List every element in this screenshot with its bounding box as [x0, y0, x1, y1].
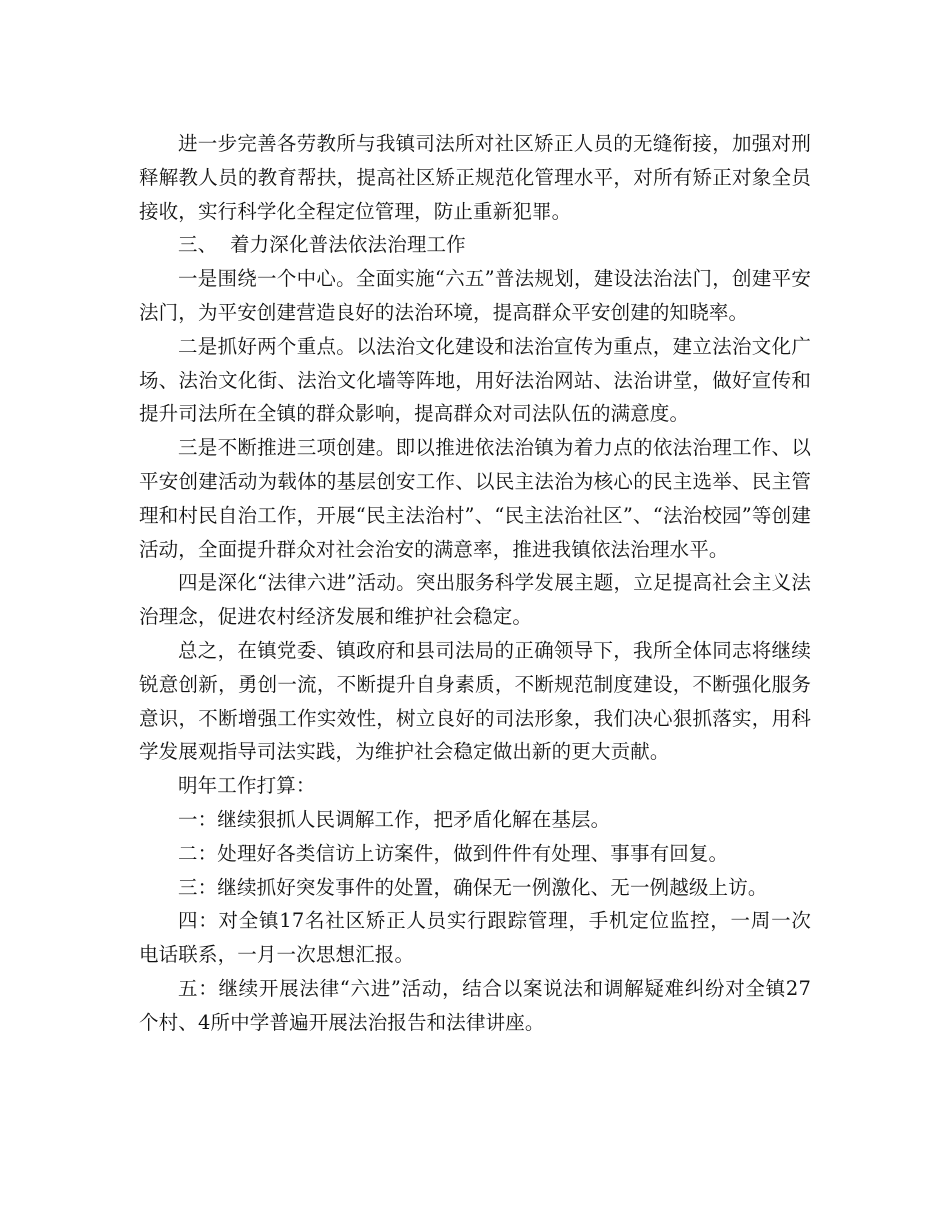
paragraph: 三是不断推进三项创建。即以推进依法治镇为着力点的依法治理工作、以平安创建活动为载体的基层创安工作、以民主法治为核心的民主选举、民主管理和村民自治工作，开展“民主法治村”、“民主法治社区”、“法治校园”等创建活动，全面提升群众对社会治安的满意率，推进我镇依法治理水平。 — [139, 436, 811, 561]
list-item: 二：处理好各类信访上访案件，做到件件有处理、事事有回复。 — [178, 841, 729, 865]
list-item: 一：继续狠抓人民调解工作，把矛盾化解在基层。 — [178, 807, 611, 831]
paragraph: 总之，在镇党委、镇政府和县司法局的正确领导下，我所全体同志将继续锐意创新，勇创一流，不断提升自身素质，不断规范制度建设，不断强化服务意识，不断增强工作实效性，树立良好的司法形象，我们决心狠抓落实，用科学发展观指导司法实践，为维护社会稳定做出新的更大贡献。 — [139, 638, 811, 764]
paragraph: 进一步完善各劳教所与我镇司法所对社区矫正人员的无缝衔接，加强对刑释解教人员的教育帮扶，提高社区矫正规范化管理水平，对所有矫正对象全员接收，实行科学化全程定位管理，防止重新犯罪。 — [139, 132, 811, 223]
section-heading: 三、 着力深化普法依法治理工作 — [178, 233, 466, 257]
list-item: 五：继续开展法律“六进”活动，结合以案说法和调解疑难纠纷对全镇27个村、4所中学普遍开展法治报告和法律讲座。 — [139, 976, 811, 1034]
paragraph: 二是抓好两个重点。以法治文化建设和法治宣传为重点，建立法治文化广场、法治文化街、法治文化墙等阵地，用好法治网站、法治讲堂，做好宣传和提升司法所在全镇的群众影响，提高群众对司法队伍的满意度。 — [139, 334, 811, 426]
list-item: 四：对全镇17名社区矫正人员实行跟踪管理，手机定位监控，一周一次电话联系，一月一次思想汇报。 — [139, 909, 811, 967]
list-item: 三：继续抓好突发事件的处置，确保无一例激化、无一例越级上访。 — [178, 875, 768, 899]
document-body — [139, 127, 811, 1040]
subheading: 明年工作打算： — [178, 774, 316, 798]
paragraph: 四是深化“法律六进”活动。突出服务科学发展主题，立足提高社会主义法治理念，促进农村经济发展和维护社会稳定。 — [139, 571, 811, 629]
paragraph: 一是围绕一个中心。全面实施“六五”普法规划，建设法治法门，创建平安法门，为平安创建营造良好的法治环境，提高群众平安创建的知晓率。 — [139, 267, 811, 324]
